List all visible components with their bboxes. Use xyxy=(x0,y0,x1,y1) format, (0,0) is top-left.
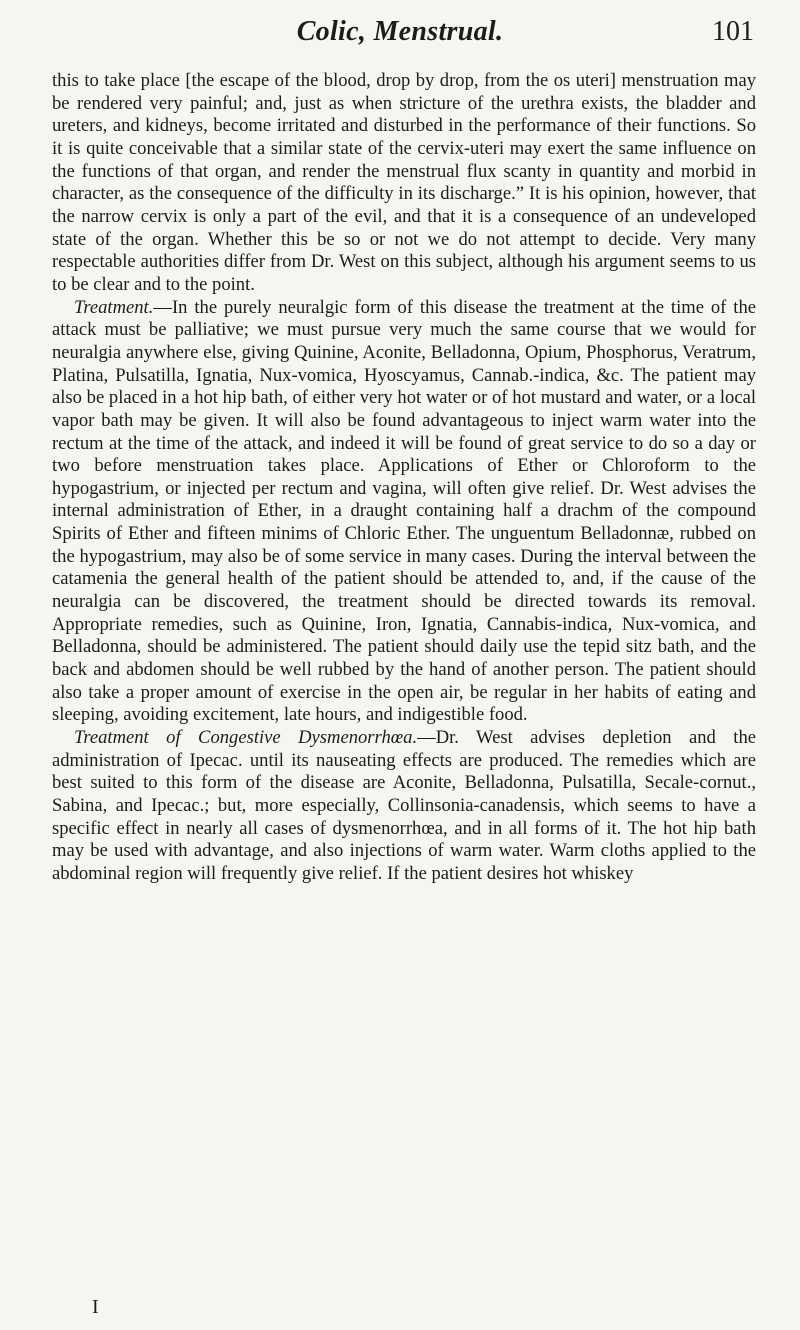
signature-mark: I xyxy=(92,1296,99,1318)
paragraph-congestive-treatment xyxy=(52,727,756,886)
paragraph-intro-text: this to take place [the escape of the blood, drop by drop, from the os uteri] menstruation may be rendered very painful; and, just as when stricture of the urethra exists, the bladder and ureters, and kidneys, become irritated and disturbed in the performance of their functions. So it is quite conceivable that a similar state of the cervix-uteri may exert the same influence on the functions of that organ, and render the menstrual flux scanty in quantity and morbid in character, as the consequence of the difficulty in its discharge.” It is his opinion, however, that the narrow cervix is only a part of the evil, and that it is a consequence of an undeveloped state of the organ. Whether this be so or not we do not attempt to decide. Very many respectable authorities differ from Dr. West on this subject, although his argument seems to us to be clear and to the point. xyxy=(52,70,756,295)
paragraph-treatment xyxy=(52,297,756,727)
running-head xyxy=(0,12,800,52)
body-text xyxy=(52,70,756,886)
paragraph-treatment-text: —In the purely neuralgic form of this disease the treatment at the time of the attack must be palliative; we must pursue very much the same course that we would for neuralgia anywhere else, giving Quinine, Aconite, Belladonna, Opium, Phosphorus, Veratrum, Platina, Pulsatilla, Ignatia, Nux-vomica, Hyoscyamus, Cannab.-indica, &c. The patient may also be placed in a hot hip bath, of either very hot water or of hot mustard and water, or a local vapor bath may be given. It will also be found advantageous to inject warm water into the rectum at the time of the attack, and indeed it will be found of great service to do so a day or two before menstruation takes place. Applications of Ether or Chloroform to the hypogastrium, or injected per rectum and vagina, will often give relief. Dr. West advises the internal administration of Ether, in a draught containing half a drachm of the compound Spirits of Ether and fifteen minims of Chloric Ether. The unguentum Belladonnæ, rubbed on the hypogastrium, may also be of some service in many cases. During the interval between the catamenia the general health of the patient should be attended to, and, if the cause of the neuralgia can be discovered, the treatment should be directed towards its removal. Appropriate remedies, such as Quinine, Iron, Ignatia, Cannabis-indica, Nux-vomica, and Belladonna, should be administered. The patient should daily use the tepid sitz bath, and the back and abdomen should be well rubbed by the hand of another person. The patient should also take a proper amount of exercise in the open air, be regular in her habits of eating and sleeping, avoiding excitement, late hours, and indigestible food. xyxy=(52,296,756,726)
paragraph-intro xyxy=(52,70,756,297)
congestive-treatment-heading: Treatment of Congestive Dysmenorrhœa. xyxy=(74,727,418,749)
running-title: Colic, Menstrual. xyxy=(296,16,504,47)
page-number: 101 xyxy=(712,16,754,47)
treatment-heading: Treatment. xyxy=(74,296,154,318)
paragraph-congestive-treatment-text: —Dr. West advises depletion and the administration of Ipecac. until its nauseating effects are produced. The remedies which are best suited to this form of the disease are Aconite, Belladonna, Pulsatilla, Secale-cornut., Sabina, and Ipecac.; but, more especially, Collinsonia-canadensis, which seems to have a specific effect in nearly all cases of dysmenorrhœa, and in all forms of it. The hot hip bath may be used with advantage, and also injections of warm water. Warm cloths applied to the abdominal region will frequently give relief. If the patient desires hot whiskey xyxy=(52,727,756,884)
